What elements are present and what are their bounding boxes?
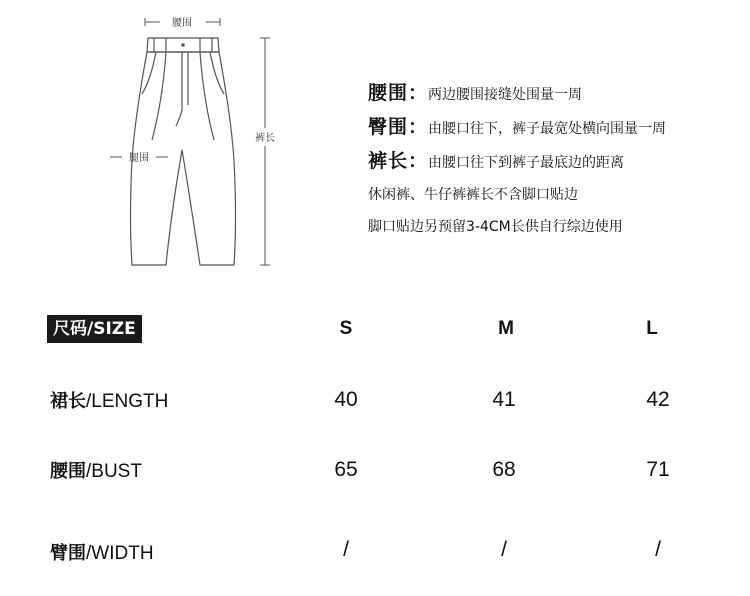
desc-waist [368,78,582,105]
row-label-width [50,539,154,565]
cell-length-m: 41 [492,388,516,411]
label-leg: 腿围 [129,153,149,164]
size-header-label: 尺码/SIZE [47,315,142,343]
button-icon [181,43,185,47]
desc-length-term: 裤长： [368,150,429,172]
pocket-right [210,52,224,94]
cell-waist-s: 65 [334,458,358,481]
desc-hip-term: 臀围： [368,116,429,138]
note-hem: 休闲裤、牛仔裤裤长不含脚口贴边 [368,187,578,203]
label-waist: 腰围 [172,18,192,29]
desc-waist-term: 腰围： [368,82,429,104]
cell-length-l: 42 [646,388,670,411]
label-length: 裤长 [255,133,275,144]
cell-length-s: 40 [334,388,358,411]
fly-line [176,52,182,126]
column-header-m: M [498,318,514,339]
row-label-length-cn: 裙长 [50,391,86,412]
row-label-length [50,387,168,413]
row-label-waist-cn: 腰围 [50,461,86,482]
pants-diagram [90,10,290,275]
row-label-width-en: /WIDTH [86,543,154,564]
row-label-width-cn: 臂围 [50,543,86,564]
cell-width-s: / [343,538,349,561]
desc-hip [368,112,666,139]
pocket-left [142,52,156,94]
cell-width-m: / [501,538,507,561]
row-label-length-en: /LENGTH [86,391,169,412]
column-header-s: S [339,318,353,339]
row-label-waist-en: /BUST [86,461,142,482]
cell-width-l: / [655,538,661,561]
note-hem-allowance: 脚口贴边另预留3-4CM长供自行综边使用 [368,219,623,235]
cell-waist-l: 71 [646,458,670,481]
pleat-left [152,52,166,140]
row-label-waist [50,457,142,483]
cell-waist-m: 68 [492,458,516,481]
column-header-l: L [646,318,658,339]
desc-length-text: 由腰口往下到裤子最底边的距离 [428,155,625,171]
desc-length [368,146,624,173]
desc-hip-text: 由腰口往下，裤子最宽处横向围量一周 [428,121,667,137]
desc-waist-text: 两边腰围接缝处围量一周 [428,87,583,103]
pleat-right [200,52,214,140]
